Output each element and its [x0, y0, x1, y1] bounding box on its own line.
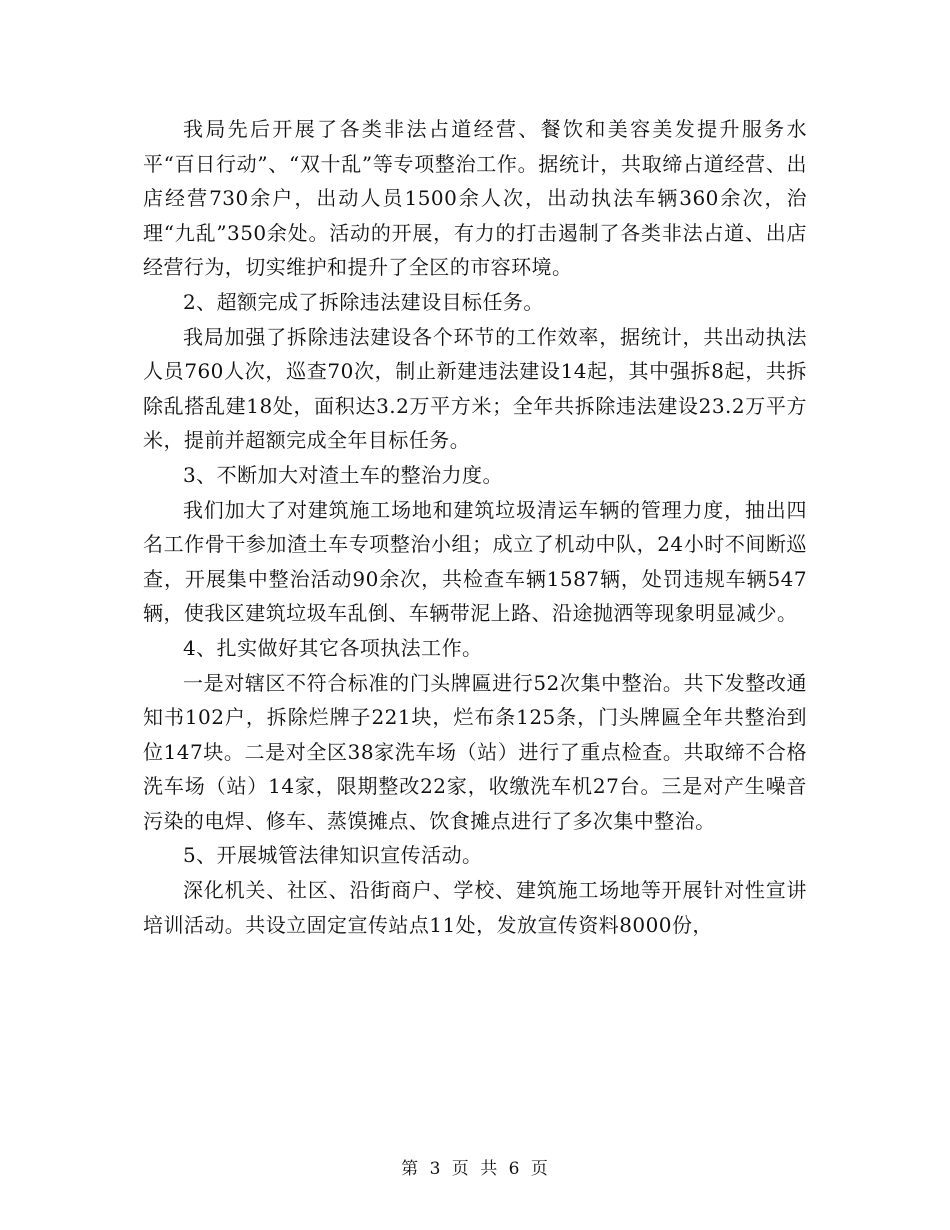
section-heading-muck-trucks: 3、不断加大对渣土车的整治力度。	[183, 462, 503, 487]
page-number-footer: 第 3 页 共 6 页	[401, 1159, 549, 1179]
paragraph-demolition: 我局加强了拆除违法建设各个环节的工作效率，据统计，共出动执法人员760人次，巡查70次，制止新建违法建设14起，其中强拆8起，共拆除乱搭乱建18处，面积达3.2万平方米；全年共拆除违法建设23.2万平方米，提前并超额完成全年目标任务。	[143, 324, 807, 453]
paragraph-muck-trucks: 我们加大了对建筑施工场地和建筑垃圾清运车辆的管理力度，抽出四名工作骨干参加渣土车专项整治小组；成立了机动中队，24小时不间断巡查，开展集中整治活动90余次，共检查车辆1587辆，处罚违规车辆547辆，使我区建筑垃圾车乱倒、车辆带泥上路、沿途抛洒等现象明显减少。	[143, 497, 807, 626]
section-heading-demolition: 2、超额完成了拆除违法建设目标任务。	[183, 289, 544, 314]
paragraph-other-enforcement: 一是对辖区不符合标准的门头牌匾进行52次集中整治。共下发整改通知书102户，拆除烂牌子221块，烂布条125条，门头牌匾全年共整治到位147块。二是对全区38家洗车场（站）进行了重点检查。共取缔不合格洗车场（站）14家，限期整改22家，收缴洗车机27台。三是对产生噪音污染的电焊、修车、蒸馍摊点、饮食摊点进行了多次集中整治。	[143, 670, 807, 833]
paragraph-legal-publicity: 深化机关、社区、沿街商户、学校、建筑施工场地等开展针对性宣讲培训活动。共设立固定宣传站点11处，发放宣传资料8000份，	[143, 878, 807, 937]
document-body	[143, 112, 807, 942]
section-heading-legal-publicity: 5、开展城管法律知识宣传活动。	[183, 843, 483, 868]
paragraph-campaign-summary: 我局先后开展了各类非法占道经营、餐饮和美容美发提升服务水平“百日行动”、“双十乱”等专项整治工作。据统计，共取缔占道经营、出店经营730余户，出动人员1500余人次，出动执法车辆360余次，治理“九乱”350余处。活动的开展，有力的打击遏制了各类非法占道、出店经营行为，切实维护和提升了全区的市容环境。	[143, 117, 807, 280]
section-heading-other-enforcement: 4、扎实做好其它各项执法工作。	[183, 635, 483, 660]
